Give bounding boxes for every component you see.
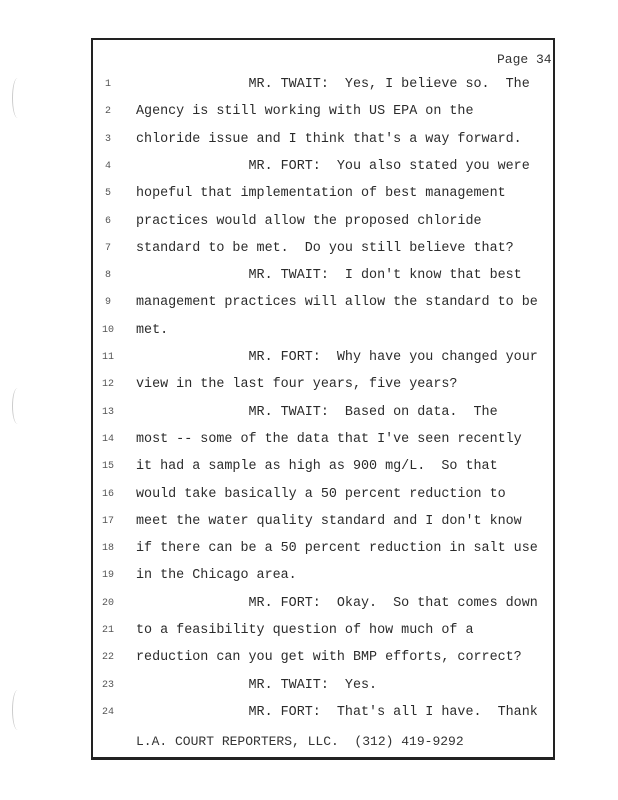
line-number: 10 <box>101 324 114 336</box>
page-number: Page 34 <box>497 52 552 67</box>
line-number: 6 <box>104 215 111 227</box>
line-number: 5 <box>104 188 111 200</box>
reporter-footer: L.A. COURT REPORTERS, LLC. (312) 419-9292 <box>136 734 464 749</box>
line-number: 3 <box>104 133 111 145</box>
line-number: 12 <box>101 379 114 391</box>
transcript-line: meet the water quality standard and I don't know <box>136 513 522 529</box>
transcript-line: management practices will allow the standard to be <box>136 295 538 311</box>
transcript-line: view in the last four years, five years? <box>136 377 458 393</box>
transcript-line: it had a sample as high as 900 mg/L. So that <box>136 459 498 475</box>
line-number: 8 <box>104 270 111 282</box>
line-number: 4 <box>104 160 111 172</box>
transcript-line: to a feasibility question of how much of a <box>136 623 474 638</box>
line-number: 21 <box>101 625 114 636</box>
transcript-line: hopeful that implementation of best management <box>136 186 506 202</box>
transcript-line: met. <box>136 322 169 338</box>
line-number: 1 <box>104 79 111 90</box>
line-number: 7 <box>104 242 111 254</box>
scan-hole-mark <box>12 78 23 118</box>
line-number: 17 <box>101 515 114 527</box>
transcript-line: MR. TWAIT: I don't know that best <box>136 268 522 284</box>
transcript-line: MR. TWAIT: Yes. <box>136 677 378 693</box>
transcript-line: MR. FORT: You also stated you were <box>136 158 530 174</box>
transcript-line: MR. FORT: Why have you changed your <box>136 350 538 365</box>
transcript-line: MR. FORT: That's all I have. Thank <box>136 704 538 720</box>
scan-hole-mark <box>12 388 23 424</box>
transcript-line: MR. TWAIT: Based on data. The <box>136 404 498 420</box>
transcript-line: chloride issue and I think that's a way forward. <box>136 131 522 147</box>
transcript-line: if there can be a 50 percent reduction in salt use <box>136 541 538 557</box>
line-number: 15 <box>101 461 114 473</box>
line-number: 13 <box>101 406 114 418</box>
line-number: 2 <box>104 106 111 118</box>
transcript-line: MR. TWAIT: Yes, I believe so. The <box>136 77 530 92</box>
transcript-line: MR. FORT: Okay. So that comes down <box>136 595 538 611</box>
line-number: 20 <box>101 597 114 609</box>
scan-hole-mark <box>12 690 23 730</box>
line-number: 14 <box>101 433 114 445</box>
transcript-line: in the Chicago area. <box>136 568 297 584</box>
transcript-line: practices would allow the proposed chloride <box>136 213 482 229</box>
transcript-line: standard to be met. Do you still believe that? <box>136 240 514 256</box>
transcript-line: Agency is still working with US EPA on the <box>136 104 474 120</box>
line-number: 18 <box>101 543 114 555</box>
transcript-line: most -- some of the data that I've seen recently <box>136 431 522 447</box>
transcript-line: reduction can you get with BMP efforts, correct? <box>136 650 522 666</box>
line-number: 9 <box>104 297 111 309</box>
transcript-line: would take basically a 50 percent reduction to <box>136 486 506 502</box>
line-number: 16 <box>101 488 114 500</box>
line-number: 23 <box>101 679 114 691</box>
line-number: 19 <box>101 570 114 582</box>
line-number: 24 <box>101 706 114 718</box>
line-number: 22 <box>101 652 114 664</box>
line-number: 11 <box>101 352 114 363</box>
